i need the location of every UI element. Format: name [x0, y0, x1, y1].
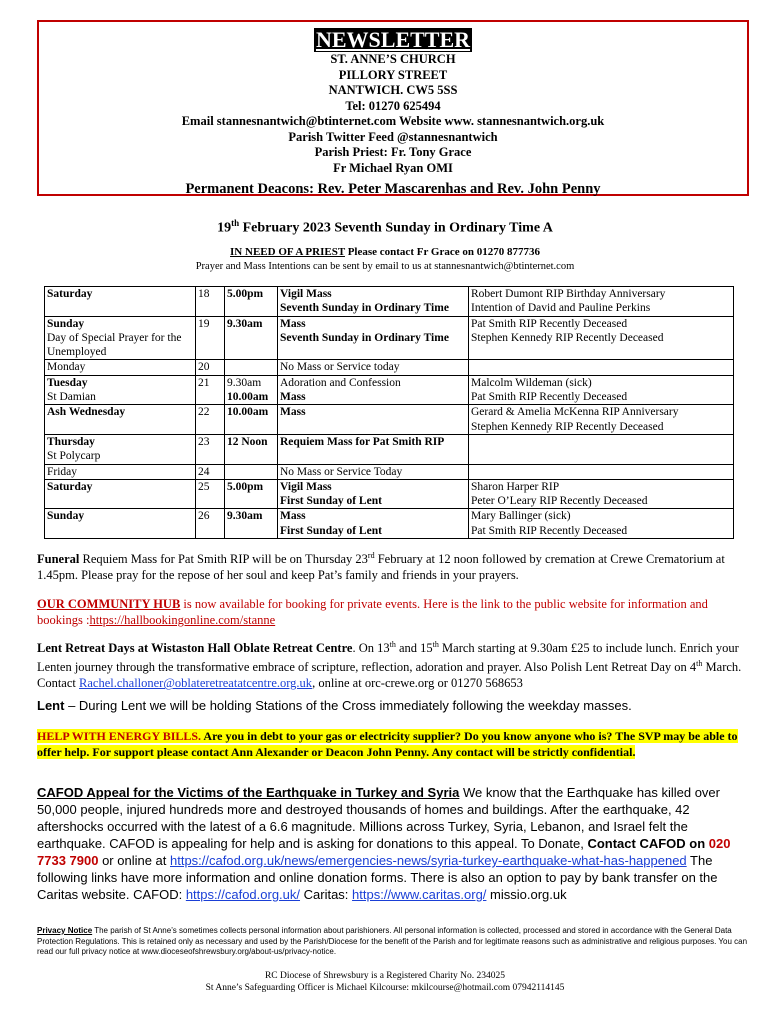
schedule-intention: [469, 405, 734, 435]
schedule-service: [278, 464, 469, 479]
permanent-deacons: Permanent Deacons: Rev. Peter Mascarenhas and Rev. John Penny: [185, 181, 601, 197]
schedule-day: [45, 464, 196, 479]
schedule-date-line: 23: [198, 435, 210, 448]
schedule-date: [196, 287, 225, 317]
sunday-title-sup: th: [231, 218, 240, 228]
missio-text: missio.org.uk: [486, 887, 567, 902]
energy-label: HELP WITH ENERGY BILLS.: [37, 729, 202, 743]
schedule-service-line: First Sunday of Lent: [280, 524, 382, 537]
privacy-label: Privacy Notice: [37, 926, 93, 935]
schedule-time: [225, 434, 278, 464]
cafod-contact-label: Contact CAFOD on: [587, 836, 709, 851]
schedule-intention-line: Gerard & Amelia McKenna RIP Anniversary: [471, 406, 679, 419]
schedule-date-line: 18: [198, 288, 210, 300]
schedule-date: [196, 360, 225, 375]
schedule-service-line: Mass: [280, 391, 306, 404]
schedule-time: [225, 316, 278, 360]
schedule-date-line: 21: [198, 376, 210, 389]
cafod-text1: We know that the Earthquake has killed over 50,000 people, injured hundreds more and destroyed thousands of homes and buildings. After the earthquake, 42 aftershocks occurred with the latest of a 6.6 magnitude. Millions across Turkey, Syria, Lebanon, and Israel felt the earthquake. CAFOD is appealing for help and is asking for donations to this appeal. To Donate,: [37, 785, 720, 851]
schedule-day-line: St Polycarp: [47, 450, 101, 463]
privacy-notice: [37, 926, 749, 958]
sunday-title-rest: February 2023 Seventh Sunday in Ordinary Time A: [239, 220, 553, 236]
lent-label: Lent: [37, 698, 65, 713]
schedule-time: [225, 479, 278, 509]
schedule-service-line: Vigil Mass: [280, 288, 332, 300]
cafod-phone: 020 7733 7900: [37, 836, 731, 868]
schedule-date: [196, 375, 225, 405]
schedule-day-line: Saturday: [47, 480, 93, 493]
newsletter-title: NEWSLETTER: [315, 27, 471, 52]
priest-notice-underlined: IN NEED OF A PRIEST: [230, 246, 345, 258]
schedule-service: [278, 360, 469, 375]
schedule-service: [278, 405, 469, 435]
schedule-day-line: Sunday: [47, 317, 85, 330]
schedule-intention: [469, 434, 734, 464]
schedule-row: [45, 479, 734, 509]
footer-safeguarding: St Anne’s Safeguarding Officer is Michael Kilcourse: mkilcourse@hotmail.com 07942114145: [205, 983, 565, 993]
schedule-time: [225, 464, 278, 479]
schedule-service-line: Adoration and Confession: [280, 376, 401, 389]
privacy-text: The parish of St Anne’s sometimes collects personal information about parishioners. All personal information is collected, processed and stored in accordance with the General Data Protection Regulations. This is retained only as necessary and used by the Parish/Diocese for the benefit of the Parish and for legitimate reasons such as administrative and religious purposes. You can read our full privacy notice at www.dioceseofshrewsbury.org/about-us/privacy-notice.: [37, 926, 748, 956]
caritas-link[interactable]: https://www.caritas.org/: [352, 887, 487, 902]
church-tel: Tel: 01270 625494: [345, 98, 441, 113]
cafod-site-link[interactable]: https://cafod.org.uk/: [185, 887, 301, 902]
retreat-label: Lent Retreat Days at Wistaston Hall Oblate Retreat Centre: [37, 641, 353, 656]
funeral-sup: rd: [367, 551, 375, 560]
schedule-intention-line: Stephen Kennedy RIP Recently Deceased: [471, 331, 664, 344]
church-twitter: Parish Twitter Feed @stannesnantwich: [288, 129, 498, 144]
cafod-text4: Caritas:: [300, 887, 353, 902]
parish-priest: Parish Priest: Fr. Tony Grace: [314, 145, 472, 159]
schedule-intention: [469, 464, 734, 479]
schedule-date: [196, 405, 225, 435]
sunday-title-day: 19: [217, 220, 232, 236]
schedule-service-line: No Mass or Service Today: [280, 465, 403, 478]
schedule-intention-line: Peter O’Leary RIP Recently Deceased: [471, 495, 648, 508]
lent-retreat-paragraph: [37, 637, 749, 691]
funeral-label: Funeral: [37, 552, 80, 567]
schedule-day-line: Sunday: [47, 510, 85, 523]
schedule-date: [196, 479, 225, 509]
schedule-day-line: Ash Wednesday: [47, 406, 126, 419]
schedule-service-line: Seventh Sunday in Ordinary Time: [280, 331, 449, 344]
schedule-day: [45, 375, 196, 405]
schedule-time-line: 9.30am: [227, 376, 262, 389]
schedule-row: [45, 509, 734, 539]
header-box: [37, 20, 749, 196]
schedule-row: [45, 434, 734, 464]
schedule-date-line: 20: [198, 361, 210, 374]
priest-notice: [0, 246, 770, 258]
schedule-service-line: First Sunday of Lent: [280, 495, 382, 508]
schedule-time: [225, 509, 278, 539]
cafod-appeal-paragraph: [37, 784, 749, 903]
retreat-t3: March starting at 9.30am £25 to include lunch. Enrich your Lenten journey through the transformative embrace of scripture, reflection, adoration and prayer. Also Polish Lent Retreat Day on 4: [37, 641, 739, 675]
schedule-time-line: 10.00am: [227, 406, 269, 419]
community-hub-link[interactable]: https://hallbookingonline.com/stanne: [89, 613, 276, 627]
schedule-day-line: Tuesday: [47, 376, 88, 389]
retreat-t4: March. Contact: [37, 660, 742, 691]
schedule-row: [45, 405, 734, 435]
schedule-intention-line: Pat Smith RIP Recently Deceased: [471, 524, 628, 537]
schedule-intention: [469, 287, 734, 317]
schedule-day: [45, 287, 196, 317]
schedule-date: [196, 316, 225, 360]
energy-bills-paragraph: [37, 728, 749, 760]
schedule-service: [278, 375, 469, 405]
schedule-day-line: Monday: [47, 361, 86, 374]
church-street: PILLORY STREET: [338, 67, 448, 82]
retreat-t5: , online at orc-crewe.org or 01270 568653: [312, 676, 523, 691]
schedule-day-line: Day of Special Prayer for the: [47, 331, 182, 344]
cafod-text3: The following links have more information and online donation forms. There is also an option to pay by bank transfer on the Caritas website. CAFOD:: [37, 853, 718, 902]
schedule-service-line: Mass: [280, 317, 306, 330]
schedule-intention: [469, 509, 734, 539]
schedule-date-line: 22: [198, 406, 210, 419]
mass-schedule-table: [44, 286, 734, 539]
schedule-row: [45, 287, 734, 317]
schedule-day: [45, 434, 196, 464]
schedule-service: [278, 509, 469, 539]
schedule-time-line: 9.30am: [227, 317, 263, 330]
schedule-day: [45, 479, 196, 509]
schedule-service: [278, 287, 469, 317]
lent-stations-paragraph: [37, 698, 749, 714]
schedule-date-line: 24: [198, 465, 210, 478]
schedule-intention-line: Robert Dumont RIP Birthday Anniversary: [471, 288, 666, 300]
schedule-service-line: Requiem Mass for Pat Smith RIP: [280, 435, 445, 448]
cafod-heading: CAFOD Appeal for the Victims of the Earthquake in Turkey and Syria: [37, 785, 460, 800]
schedule-date: [196, 464, 225, 479]
energy-text: Are you in debt to your gas or electricity supplier? Do you know anyone who is? The SVP may be able to offer help. For support please contact Ann Alexander or Deacon John Penny. Any contact will be strictly confidential.: [37, 729, 738, 759]
schedule-row: [45, 464, 734, 479]
schedule-day-line: Friday: [47, 465, 78, 478]
schedule-row: [45, 375, 734, 405]
schedule-intention-line: Mary Ballinger (sick): [471, 510, 571, 523]
assistant-priest: Fr Michael Ryan OMI: [333, 160, 453, 175]
schedule-time-line: 10.00am: [227, 391, 269, 404]
schedule-service-line: Vigil Mass: [280, 480, 332, 493]
cafod-news-link[interactable]: https://cafod.org.uk/news/emergencies-news/syria-turkey-earthquake-what-has-happened: [170, 853, 687, 868]
schedule-time: [225, 287, 278, 317]
schedule-service: [278, 316, 469, 360]
church-name: ST. ANNE’S CHURCH: [330, 52, 456, 66]
schedule-service: [278, 479, 469, 509]
schedule-intention: [469, 375, 734, 405]
schedule-service-line: Mass: [280, 510, 306, 523]
schedule-time: [225, 360, 278, 375]
schedule-intention-line: Malcolm Wildeman (sick): [471, 376, 592, 389]
schedule-date: [196, 509, 225, 539]
community-hub-label: OUR COMMUNITY HUB: [37, 597, 181, 611]
schedule-row: [45, 316, 734, 360]
schedule-day: [45, 360, 196, 375]
funeral-paragraph: [37, 548, 749, 583]
schedule-intention: [469, 360, 734, 375]
schedule-time-line: 9.30am: [227, 510, 263, 523]
schedule-service-line: No Mass or Service today: [280, 361, 400, 374]
schedule-intention-line: Sharon Harper RIP: [471, 480, 560, 493]
schedule-day: [45, 509, 196, 539]
schedule-intention-line: Pat Smith RIP Recently Deceased: [471, 317, 628, 330]
schedule-time-line: 12 Noon: [227, 435, 268, 448]
schedule-date: [196, 434, 225, 464]
footer-charity: RC Diocese of Shrewsbury is a Registered Charity No. 234025: [264, 971, 506, 981]
retreat-email-link[interactable]: Rachel.challoner@oblateretreatatcentre.org.uk: [79, 676, 313, 691]
retreat-s2: th: [432, 640, 439, 649]
schedule-row: [45, 360, 734, 375]
schedule-intention-line: Intention of David and Pauline Perkins: [471, 302, 651, 315]
prayer-intentions-line: Prayer and Mass Intentions can be sent by email to us at stannesnantwich@btinternet.com: [195, 261, 575, 272]
schedule-time: [225, 375, 278, 405]
church-email-web: Email stannesnantwich@btinternet.com Website www. stannesnantwich.org.uk: [181, 114, 605, 128]
schedule-day-line: Thursday: [47, 435, 95, 448]
retreat-t2: and 15: [395, 641, 433, 656]
funeral-text1: Requiem Mass for Pat Smith RIP will be on Thursday 23: [79, 552, 368, 567]
schedule-time: [225, 405, 278, 435]
schedule-day-line: St Damian: [47, 391, 96, 404]
retreat-t1: . On 13: [352, 641, 390, 656]
cafod-text2: or online at: [98, 853, 170, 868]
schedule-day-line: Unemployed: [47, 346, 107, 359]
footer: [0, 970, 770, 994]
schedule-intention: [469, 316, 734, 360]
schedule-time-line: 5.00pm: [227, 288, 264, 300]
schedule-day: [45, 316, 196, 360]
schedule-day: [45, 405, 196, 435]
schedule-intention-line: Pat Smith RIP Recently Deceased: [471, 391, 628, 404]
schedule-date-line: 19: [198, 317, 210, 330]
retreat-s1: th: [389, 640, 396, 649]
church-town: NANTWICH. CW5 5SS: [328, 83, 458, 97]
community-hub-text: is now available for booking for private events. Here is the link to the public website for information and bookings :: [37, 597, 708, 627]
schedule-date-line: 26: [198, 510, 210, 523]
schedule-service-line: Mass: [280, 406, 306, 419]
retreat-s3: th: [696, 659, 703, 669]
schedule-date-line: 25: [198, 480, 210, 493]
community-hub-paragraph: [37, 596, 749, 628]
lent-text: – During Lent we will be holding Stations of the Cross immediately following the weekday masses.: [64, 698, 632, 713]
schedule-service: [278, 434, 469, 464]
funeral-text2: February at 12 noon followed by cremation at Crewe Crematorium at 1.45pm. Please pray for the repose of her soul and keep Pat’s family and friends in your prayers.: [37, 552, 725, 583]
schedule-time-line: 5.00pm: [227, 480, 264, 493]
priest-notice-rest: Please contact Fr Grace on 01270 877736: [344, 246, 540, 258]
schedule-service-line: Seventh Sunday in Ordinary Time: [280, 302, 449, 315]
schedule-intention: [469, 479, 734, 509]
schedule-day-line: Saturday: [47, 288, 93, 300]
sunday-title: [0, 218, 770, 237]
schedule-intention-line: Stephen Kennedy RIP Recently Deceased: [471, 420, 664, 433]
